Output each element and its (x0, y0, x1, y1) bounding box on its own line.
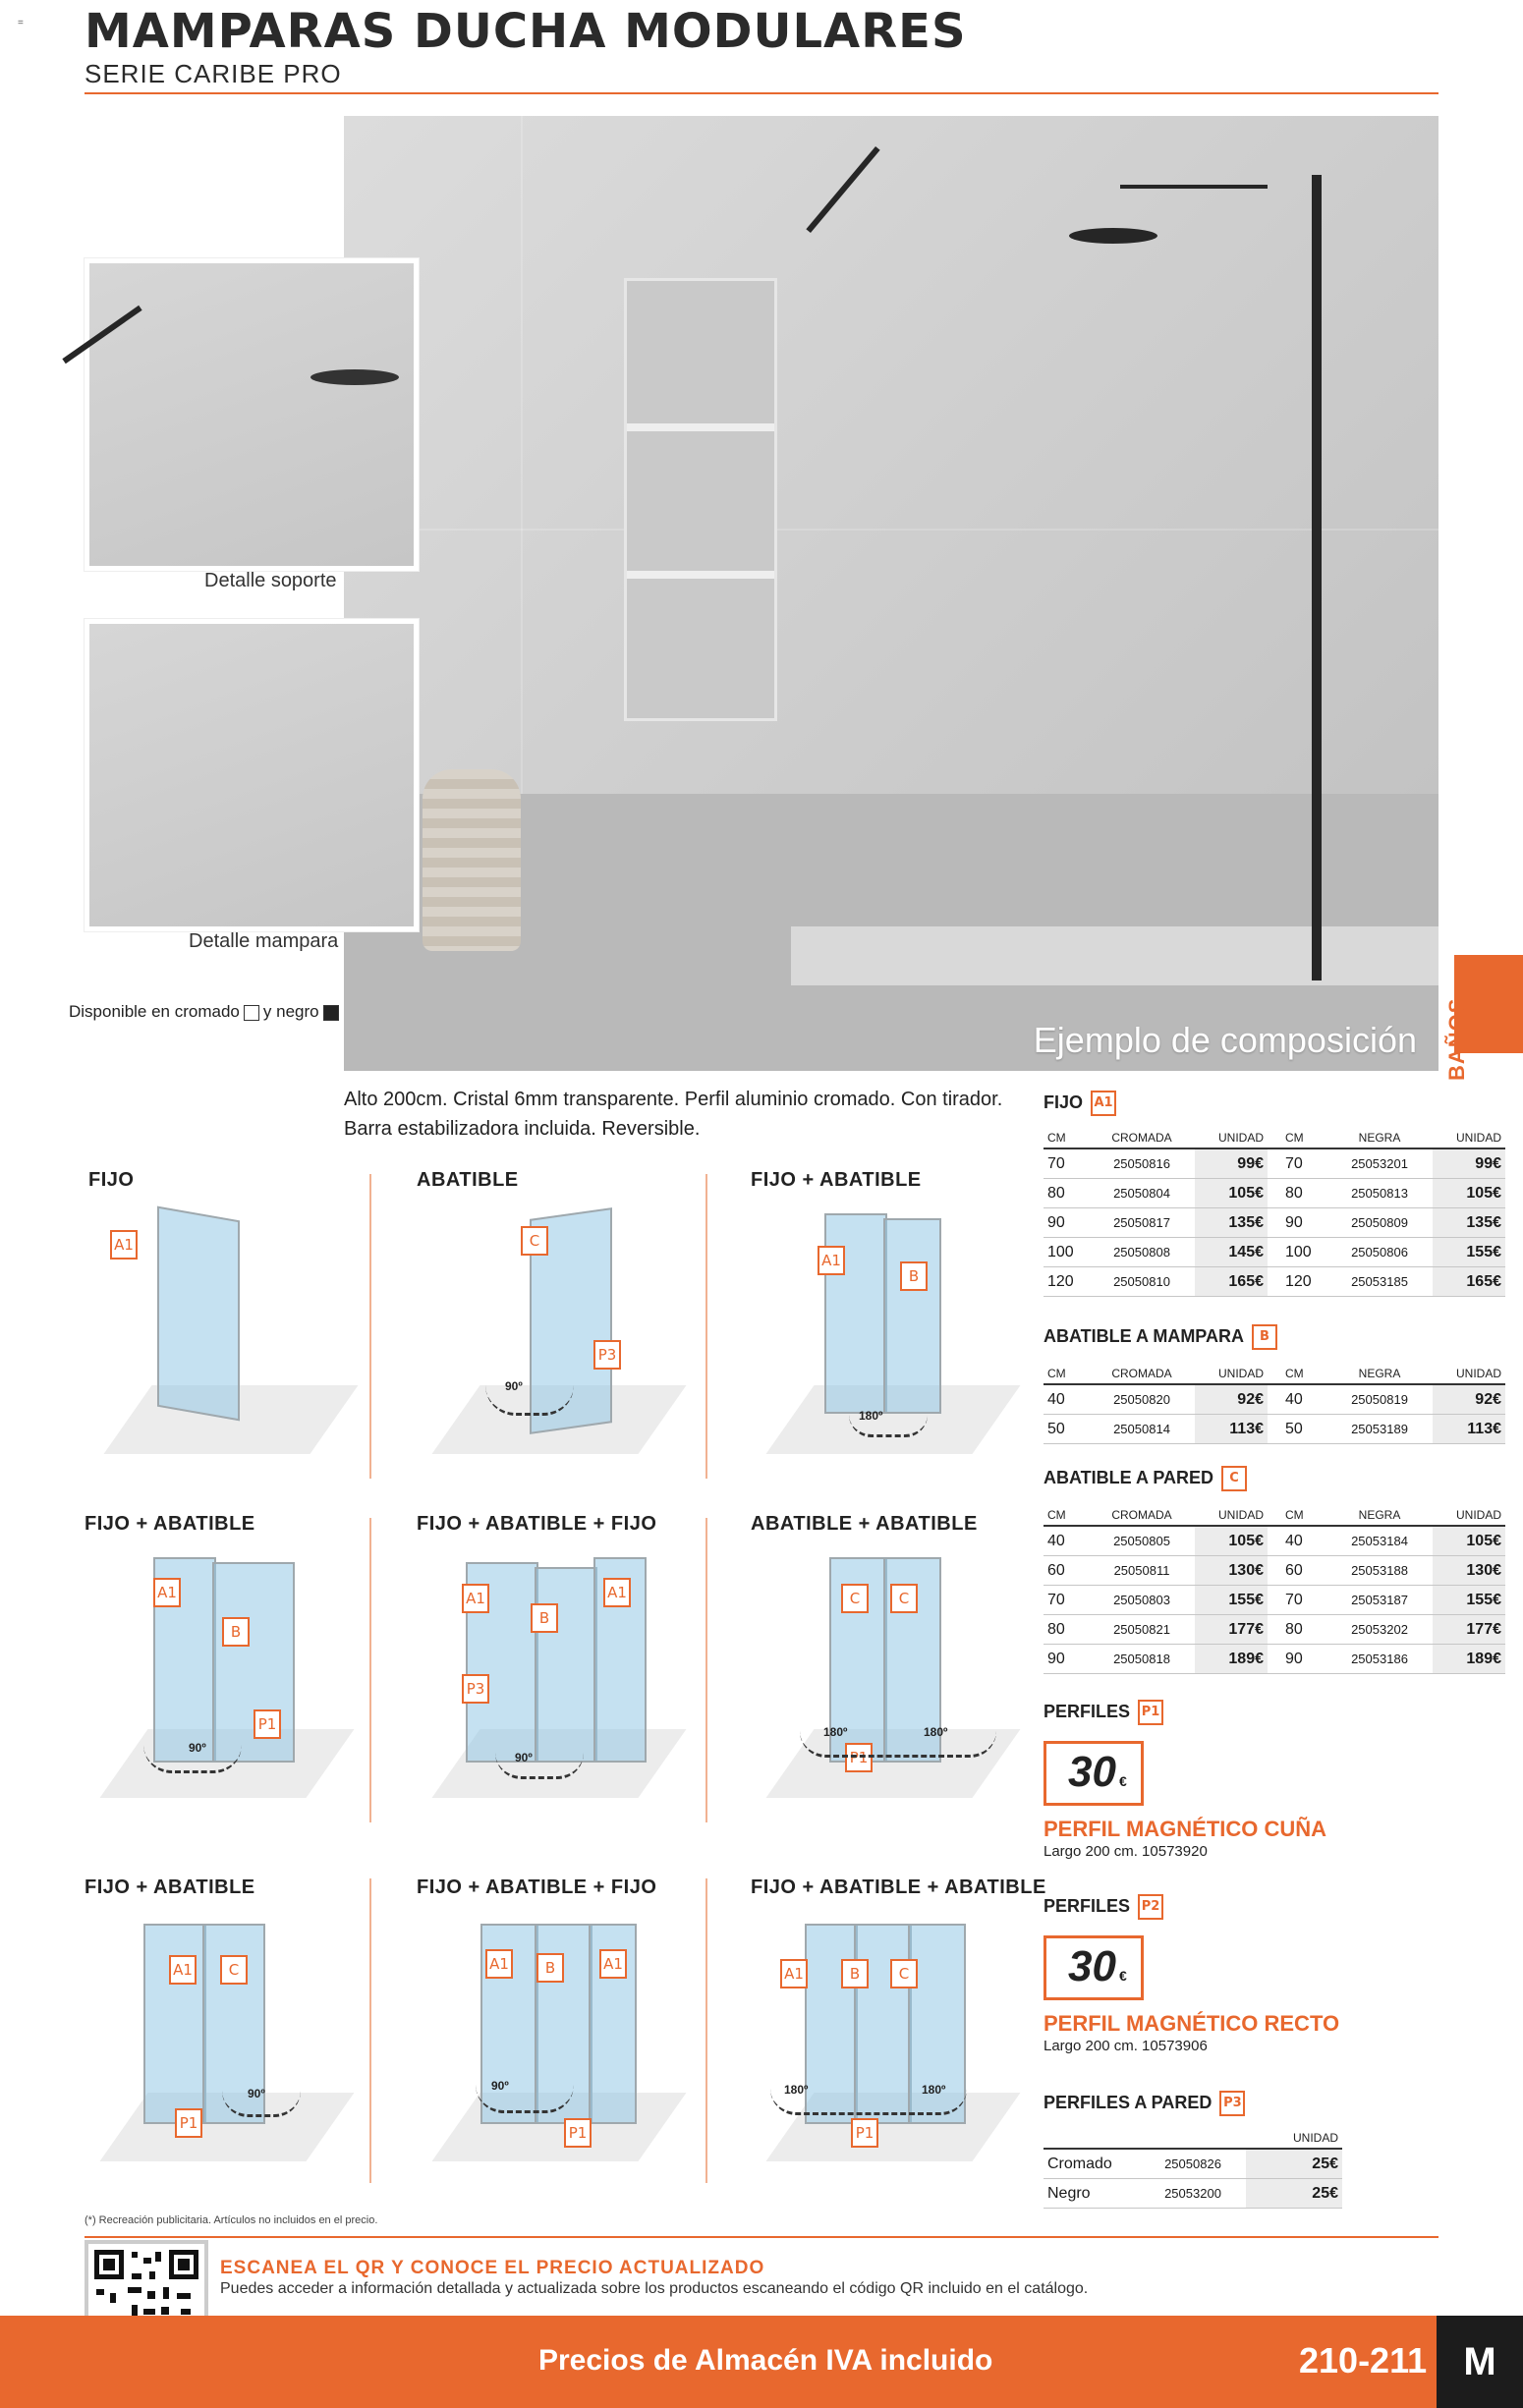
reference-cell: 25050819 (1326, 1384, 1433, 1415)
reference-cell: 25053187 (1326, 1586, 1433, 1615)
page-number: 210-211 (1299, 2340, 1428, 2380)
tag-a1: A1 (780, 1959, 808, 1988)
table-row (1044, 1179, 1505, 1208)
size-cell: 70 (1268, 1148, 1326, 1179)
price-cell: 189€ (1195, 1645, 1268, 1674)
glass-panel (824, 1213, 887, 1414)
table-header-row (1044, 1505, 1505, 1526)
config-fijo-abatible-abatible (751, 1876, 1075, 2201)
price-table-abatible-pared (1044, 1505, 1505, 1674)
table-row: Negro 25053200 25€ (1044, 2179, 1342, 2209)
price-cell: 105€ (1195, 1179, 1268, 1208)
availability-note (69, 1002, 343, 1022)
price-cell: 99€ (1433, 1148, 1505, 1179)
config-fijo-abatible-2 (85, 1513, 409, 1837)
column-header: UNIDAD (1195, 1505, 1268, 1526)
size-cell: 50 (1044, 1415, 1089, 1444)
size-cell: 40 (1268, 1526, 1326, 1556)
config-title: FIJO + ABATIBLE (85, 1513, 255, 1535)
column-header: CROMADA (1089, 1364, 1195, 1384)
angle-label: 90º (248, 2087, 265, 2100)
profiles-title-2: PERFILES P2 (1044, 1894, 1163, 1920)
wall-profiles-table (1044, 2128, 1342, 2209)
column-header: CM (1268, 1505, 1326, 1526)
product-sub-recto: Largo 200 cm. 10573906 (1044, 2038, 1208, 2054)
column-header: NEGRA (1326, 1364, 1433, 1384)
tag-c: C (521, 1226, 548, 1256)
wall-tile-line (344, 529, 1438, 531)
size-cell: 70 (1044, 1586, 1089, 1615)
swing-arc (770, 2089, 967, 2115)
reference-cell: 25053188 (1326, 1556, 1433, 1586)
column-header: CM (1268, 1364, 1326, 1384)
reference-cell: 25050803 (1089, 1586, 1195, 1615)
hero-caption: Ejemplo de composición (1033, 1020, 1417, 1060)
tag-a1: A1 (818, 1246, 845, 1275)
price-cell: 145€ (1195, 1238, 1268, 1267)
qr-divider (85, 2236, 1438, 2238)
size-cell: 40 (1044, 1526, 1089, 1556)
reference-cell: 25050806 (1326, 1238, 1433, 1267)
profiles-title-1: PERFILES P1 (1044, 1700, 1163, 1725)
black-swatch (323, 1005, 339, 1021)
reference-cell: 25050820 (1089, 1384, 1195, 1415)
angle-label: 90º (515, 1751, 533, 1764)
table-row (1044, 1208, 1505, 1238)
angle-label: 90º (505, 1379, 523, 1393)
wall-niche (624, 278, 777, 721)
column-header: UNIDAD (1433, 1505, 1505, 1526)
size-cell: 60 (1044, 1556, 1089, 1586)
detail-screen-photo (85, 619, 419, 931)
angle-label: 180º (859, 1409, 883, 1423)
price-currency: € (1119, 1968, 1127, 1984)
config-fijo-abatible-fijo-2 (417, 1876, 741, 2201)
price-currency: € (1119, 1773, 1127, 1789)
config-abatible (417, 1169, 741, 1493)
price-cell: 155€ (1433, 1238, 1505, 1267)
table-row (1044, 1586, 1505, 1615)
reference-cell: 25053201 (1326, 1148, 1433, 1179)
price-cell: 165€ (1195, 1267, 1268, 1297)
config-title: FIJO (88, 1169, 135, 1191)
price-table-abatible-mampara (1044, 1364, 1505, 1444)
price-cell: 155€ (1195, 1586, 1268, 1615)
table-row (1044, 1384, 1505, 1415)
swing-arc (495, 1753, 584, 1779)
reference-cell: 25050810 (1089, 1267, 1195, 1297)
size-cell: 50 (1268, 1415, 1326, 1444)
description-line-2: Barra estabilizadora incluida. Reversible. (344, 1118, 701, 1140)
reference-cell: 25050816 (1089, 1148, 1195, 1179)
reference-cell: 25053186 (1326, 1645, 1433, 1674)
price-cell: 130€ (1433, 1556, 1505, 1586)
config-title: FIJO + ABATIBLE + ABATIBLE (751, 1876, 1046, 1898)
price-cell: 92€ (1433, 1384, 1505, 1415)
stabilizer-bar (806, 146, 879, 233)
angle-label: 180º (924, 1725, 948, 1739)
reference-cell: 25050817 (1089, 1208, 1195, 1238)
config-fijo-abatible-3 (85, 1876, 409, 2201)
column-header: CM (1044, 1505, 1089, 1526)
table-row (1044, 1556, 1505, 1586)
brand-logo[interactable]: M (1437, 2316, 1523, 2408)
size-cell: 120 (1044, 1267, 1089, 1297)
tag-c: C (841, 1584, 869, 1613)
column-header: CROMADA (1089, 1505, 1195, 1526)
angle-label: 90º (491, 2079, 509, 2093)
price-cell: 105€ (1433, 1179, 1505, 1208)
reference-cell: 25050804 (1089, 1179, 1195, 1208)
config-fijo-abatible (751, 1169, 1075, 1493)
config-fijo-abatible-fijo (417, 1513, 741, 1837)
reference-cell: 25050813 (1326, 1179, 1433, 1208)
config-title: FIJO + ABATIBLE + FIJO (417, 1876, 657, 1898)
size-cell: 100 (1044, 1238, 1089, 1267)
reference-cell: 25050808 (1089, 1238, 1195, 1267)
price-cell: 92€ (1195, 1384, 1268, 1415)
tag-a1: A1 (603, 1578, 631, 1607)
tag-a1: A1 (110, 1230, 138, 1260)
detail-screen-label: Detalle mampara (189, 930, 339, 952)
price-value: 30 (1068, 1748, 1116, 1796)
size-cell: 60 (1268, 1556, 1326, 1586)
table-title-abatible-pared: ABATIBLE A PARED C (1044, 1466, 1247, 1491)
reference-cell: 25053189 (1326, 1415, 1433, 1444)
table-header-row (1044, 1128, 1505, 1148)
size-cell: 90 (1268, 1208, 1326, 1238)
corner-mark: = (18, 18, 24, 28)
hero-photo (344, 116, 1438, 1071)
swing-arc (476, 2085, 574, 2113)
price-cell: 177€ (1433, 1615, 1505, 1645)
tag-b: B (1252, 1324, 1277, 1350)
price-cell: 113€ (1195, 1415, 1268, 1444)
size-cell: 90 (1268, 1645, 1326, 1674)
table-row (1044, 1148, 1505, 1179)
product-name-recto: PERFIL MAGNÉTICO RECTO (1044, 2011, 1340, 2036)
config-title: FIJO + ABATIBLE (85, 1876, 255, 1898)
price-cell: 177€ (1195, 1615, 1268, 1645)
size-cell: 80 (1268, 1615, 1326, 1645)
chrome-swatch (244, 1005, 259, 1021)
price-cell: 189€ (1433, 1645, 1505, 1674)
glass-panel (535, 1567, 597, 1763)
tag-c: C (220, 1955, 248, 1985)
table-row (1044, 1645, 1505, 1674)
glass-panel (143, 1924, 206, 2124)
size-cell: 100 (1268, 1238, 1326, 1267)
size-cell: 90 (1044, 1208, 1089, 1238)
reference-cell: 25053202 (1326, 1615, 1433, 1645)
detail-support-photo (85, 258, 419, 571)
availability-text-black: y negro (262, 1002, 319, 1021)
price-cell: 155€ (1433, 1586, 1505, 1615)
size-cell: 80 (1044, 1615, 1089, 1645)
price-cell: 99€ (1195, 1148, 1268, 1179)
column-header: UNIDAD (1195, 1128, 1268, 1148)
tag-b: B (222, 1617, 250, 1647)
product-name-cuna: PERFIL MAGNÉTICO CUÑA (1044, 1817, 1327, 1841)
tag-c: C (1221, 1466, 1247, 1491)
qr-title: ESCANEA EL QR Y CONOCE EL PRECIO ACTUALIZADO (220, 2258, 765, 2278)
size-cell: 40 (1044, 1384, 1089, 1415)
tag-b: B (536, 1953, 564, 1983)
shower-arm (1120, 185, 1268, 189)
tag-p1: P1 (254, 1709, 281, 1739)
tag-p3: P3 (462, 1674, 489, 1704)
product-sub-cuna: Largo 200 cm. 10573920 (1044, 1843, 1208, 1860)
price-cell: 135€ (1195, 1208, 1268, 1238)
angle-label: 180º (784, 2083, 809, 2097)
price-cell: 105€ (1195, 1526, 1268, 1556)
glass-panel (157, 1206, 240, 1422)
reference-cell: 25050809 (1326, 1208, 1433, 1238)
screen-profile (1312, 175, 1322, 980)
table-title-abatible-mampara: ABATIBLE A MAMPARA B (1044, 1324, 1277, 1350)
angle-label: 180º (922, 2083, 946, 2097)
price-cell: 130€ (1195, 1556, 1268, 1586)
config-title: ABATIBLE (417, 1169, 519, 1191)
footer-text: Precios de Almacén IVA incluido (538, 2344, 993, 2377)
config-title: FIJO + ABATIBLE (751, 1169, 922, 1191)
page-subtitle: SERIE CARIBE PRO (85, 59, 342, 88)
config-abatible-abatible (751, 1513, 1075, 1837)
reference-cell: 25050821 (1089, 1615, 1195, 1645)
config-title: FIJO + ABATIBLE + FIJO (417, 1513, 657, 1535)
qr-subtitle: Puedes acceder a información detallada y actualizada sobre los productos escaneando el código QR incluido en el catálogo. (220, 2280, 1089, 2297)
swing-arc (143, 1745, 242, 1773)
price-value: 30 (1068, 1942, 1116, 1990)
section-tab-label: BAÑOS (1444, 997, 1469, 1081)
price-box-recto (1044, 1935, 1144, 2000)
config-fijo (88, 1169, 413, 1493)
tag-a1: A1 (169, 1955, 197, 1985)
shower-tray (791, 926, 1438, 985)
tag-c: C (890, 1959, 918, 1988)
table-row (1044, 1238, 1505, 1267)
table-row (1044, 1615, 1505, 1645)
swing-arc (800, 1731, 996, 1758)
table-title-fijo: FIJO A1 (1044, 1091, 1116, 1116)
swing-arc (849, 1415, 928, 1437)
angle-label: 180º (823, 1725, 848, 1739)
tag-a1: A1 (599, 1949, 627, 1979)
shower-head (1069, 228, 1157, 244)
reference-cell: 25050805 (1089, 1526, 1195, 1556)
size-cell: 80 (1268, 1179, 1326, 1208)
glass-panel (883, 1218, 941, 1414)
table-header-row (1044, 1364, 1505, 1384)
tag-p1: P1 (845, 1743, 873, 1772)
reference-cell: 25050811 (1089, 1556, 1195, 1586)
page-title: MAMPARAS DUCHA MODULARES (85, 4, 967, 59)
tag-a1: A1 (485, 1949, 513, 1979)
size-cell: 70 (1044, 1148, 1089, 1179)
tag-p1: P1 (175, 2108, 202, 2138)
tag-a1: A1 (462, 1584, 489, 1613)
description-line-1: Alto 200cm. Cristal 6mm transparente. Perfil aluminio cromado. Con tirador. (344, 1089, 1003, 1110)
reference-cell: 25053184 (1326, 1526, 1433, 1556)
column-header: CM (1268, 1128, 1326, 1148)
reference-cell: 25053185 (1326, 1267, 1433, 1297)
tag-b: B (841, 1959, 869, 1988)
price-cell: 105€ (1433, 1526, 1505, 1556)
price-cell: 135€ (1433, 1208, 1505, 1238)
stool (423, 769, 521, 951)
availability-text-chrome: Disponible en cromado (69, 1002, 240, 1021)
size-cell: 70 (1268, 1586, 1326, 1615)
column-header: UNIDAD (1195, 1364, 1268, 1384)
tag-p1: P1 (851, 2118, 878, 2148)
size-cell: 90 (1044, 1645, 1089, 1674)
tag-p3: P3 (1219, 2091, 1245, 2116)
price-cell: 165€ (1433, 1267, 1505, 1297)
column-header: CROMADA (1089, 1128, 1195, 1148)
table-row: Cromado 25050826 25€ (1044, 2149, 1342, 2179)
reference-cell: 25050818 (1089, 1645, 1195, 1674)
tag-p3: P3 (593, 1340, 621, 1370)
col-header-unit: UNIDAD (1246, 2128, 1342, 2149)
price-cell: 113€ (1433, 1415, 1505, 1444)
product-description (344, 1085, 1002, 1144)
size-cell: 120 (1268, 1267, 1326, 1297)
footnote: (*) Recreación publicitaria. Artículos no incluidos en el precio. (85, 2214, 378, 2226)
reference-cell: 25050814 (1089, 1415, 1195, 1444)
column-header: NEGRA (1326, 1128, 1433, 1148)
tag-p2: P2 (1138, 1894, 1163, 1920)
size-cell: 40 (1268, 1384, 1326, 1415)
column-header: UNIDAD (1433, 1364, 1505, 1384)
size-cell: 80 (1044, 1179, 1089, 1208)
angle-label: 90º (189, 1741, 206, 1755)
tag-c: C (890, 1584, 918, 1613)
column-header: CM (1044, 1128, 1089, 1148)
tag-a1: A1 (153, 1578, 181, 1607)
column-header: CM (1044, 1364, 1089, 1384)
column-header: UNIDAD (1433, 1128, 1505, 1148)
tag-p1: P1 (1138, 1700, 1163, 1725)
tag-b: B (531, 1603, 558, 1633)
tag-a1: A1 (1091, 1091, 1116, 1116)
tag-b: B (900, 1261, 928, 1291)
tag-p1: P1 (564, 2118, 592, 2148)
table-row (1044, 1267, 1505, 1297)
column-header: NEGRA (1326, 1505, 1433, 1526)
price-box-cuna (1044, 1741, 1144, 1806)
wall-profiles-title: PERFILES A PARED P3 (1044, 2091, 1245, 2116)
table-row (1044, 1415, 1505, 1444)
title-divider (85, 92, 1438, 94)
table-row (1044, 1526, 1505, 1556)
config-title: ABATIBLE + ABATIBLE (751, 1513, 978, 1535)
detail-support-label: Detalle soporte (204, 570, 337, 591)
price-table-fijo (1044, 1128, 1505, 1297)
